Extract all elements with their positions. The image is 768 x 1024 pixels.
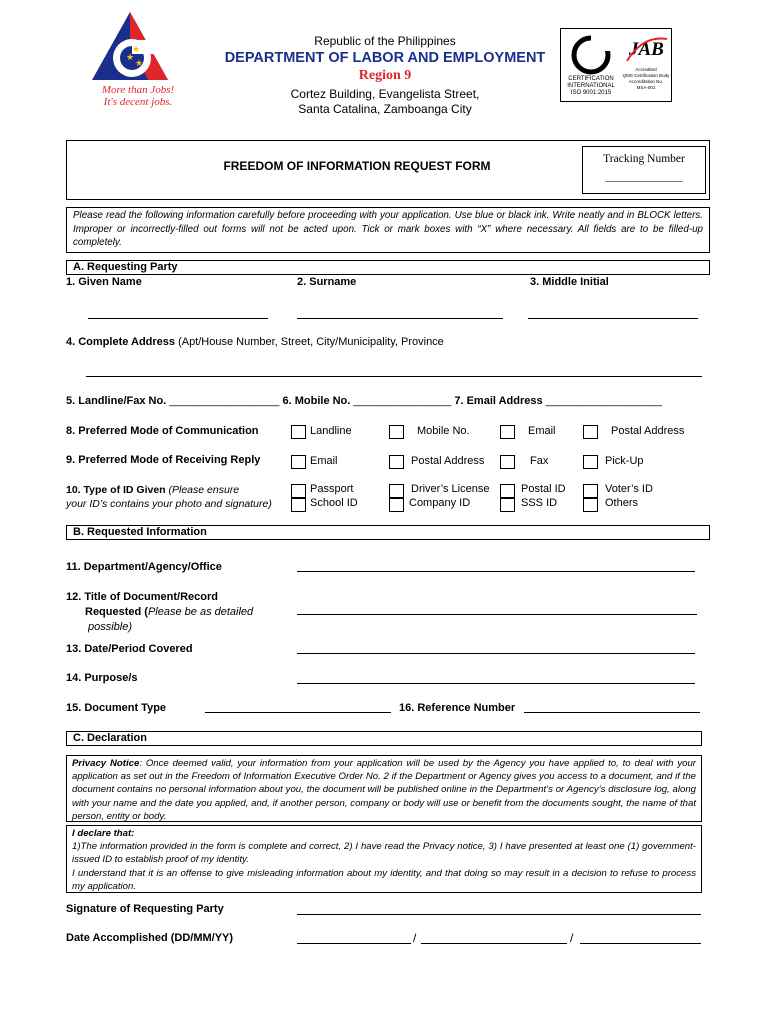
q10-company-id-label: Company ID (409, 497, 471, 509)
certification-ring-icon (565, 33, 617, 81)
q14-label: 14. Purpose/s (66, 672, 138, 684)
q12-label-block (66, 590, 253, 635)
signature-label: Signature of Requesting Party (66, 903, 224, 915)
tagline-line2: It's decent jobs. (103, 96, 173, 108)
certification-badge (560, 28, 672, 102)
tagline-line1: More than Jobs! (101, 84, 175, 96)
ci-line2: INTERNATIONAL (567, 83, 615, 89)
q10-passport-checkbox[interactable] (291, 484, 306, 498)
q10-drivers-license-label: Driver’s License (411, 483, 490, 495)
q10-label-block (66, 483, 272, 511)
address-input[interactable] (86, 376, 702, 377)
q12-label-line2: Requested ( (85, 606, 148, 618)
q16-input[interactable] (524, 712, 700, 713)
surname-label: 2. Surname (297, 276, 357, 288)
q8-mobile-label: Mobile No. (417, 425, 470, 437)
q9-pickup-checkbox[interactable] (583, 455, 598, 469)
q8-mobile-checkbox[interactable] (389, 425, 404, 439)
middle-initial-input[interactable] (528, 318, 698, 319)
jab-logo: JAB (629, 39, 664, 60)
q10-company-id-checkbox[interactable] (389, 498, 404, 512)
address-line2: Santa Catalina, Zamboanga City (298, 102, 472, 116)
q9-fax-checkbox[interactable] (500, 455, 515, 469)
ci-line1: CERTIFICATION (568, 76, 614, 82)
form-title: FREEDOM OF INFORMATION REQUEST FORM (223, 159, 491, 173)
jab-sub2: QMS Certification Body (622, 73, 670, 78)
q12-input[interactable] (297, 614, 697, 615)
q9-label: 9. Preferred Mode of Receiving Reply (66, 454, 261, 466)
q11-label: 11. Department/Agency/Office (66, 561, 222, 573)
signature-input[interactable] (297, 914, 701, 915)
q16-label: 16. Reference Number (399, 702, 516, 714)
declaration-box (66, 825, 702, 893)
q15-label: 15. Document Type (66, 702, 167, 714)
declaration-text2: I understand that it is an offense to give misleading information about my identity, and that doing so may result in a decision to refuse to process my application. (72, 867, 696, 892)
q12-hint2: possible) (88, 621, 133, 633)
q12-label-line1: 12. Title of Document/Record (66, 591, 218, 603)
q10-drivers-license-checkbox[interactable] (389, 484, 404, 498)
q10-postal-id-label: Postal ID (521, 483, 566, 495)
q10-voters-id-label: Voter’s ID (605, 483, 653, 495)
declaration-label: I declare that: (72, 828, 135, 839)
q10-voters-id-checkbox[interactable] (583, 484, 598, 498)
q11-input[interactable] (297, 571, 695, 572)
email-label: 7. Email Address (454, 395, 543, 407)
section-a-header: A. Requesting Party (66, 260, 710, 275)
q10-others-label: Others (605, 497, 639, 509)
date-day-input[interactable] (297, 943, 411, 944)
address-line1: Cortez Building, Evangelista Street, (290, 87, 480, 101)
ci-line3: ISO 9001:2015 (570, 90, 612, 96)
tracking-number-field[interactable]: ______________ (605, 171, 683, 183)
jab-sub3: Accreditation No. (628, 79, 664, 84)
republic-label: Republic of the Philippines (314, 34, 456, 48)
svg-text:★: ★ (135, 58, 144, 68)
region-label: Region 9 (358, 68, 412, 83)
privacy-notice (66, 755, 702, 822)
landline-label: 5. Landline/Fax No. (66, 395, 167, 407)
date-separator-2: / (570, 931, 574, 945)
date-month-input[interactable] (421, 943, 567, 944)
address-hint: (Apt/House Number, Street, City/Municipality, Province (175, 336, 444, 348)
privacy-notice-label: Privacy Notice (72, 758, 140, 769)
section-b-header: B. Requested Information (66, 525, 710, 540)
date-separator-1: / (413, 931, 417, 945)
jab-swoosh-icon (623, 33, 669, 63)
q12-hint1: Please be as detailed (147, 606, 254, 618)
q10-sss-id-label: SSS ID (521, 497, 558, 509)
q9-postal-label: Postal Address (411, 455, 485, 467)
q8-email-label: Email (528, 425, 556, 437)
q10-school-id-checkbox[interactable] (291, 498, 306, 512)
declaration-text1: 1)The information provided in the form is complete and correct, 2) I have read the Privacy notice, 3) I have presented at least one (1) government-issued ID to establish proof of my identity. (72, 841, 696, 866)
contact-row (66, 395, 662, 407)
form-title-box (66, 140, 710, 200)
landline-input[interactable]: __________________ (166, 395, 280, 407)
jab-text (621, 67, 671, 91)
svg-text:★: ★ (126, 52, 135, 62)
q15-input[interactable] (205, 712, 391, 713)
jab-sub4: MSA-001 (636, 85, 656, 90)
given-name-input[interactable] (88, 318, 268, 319)
q9-email-label: Email (310, 455, 338, 467)
given-name-label: 1. Given Name (66, 276, 142, 288)
privacy-notice-text: : Once deemed valid, your information from your application will be used by the Agency you have applied to, to deal with your application as set out in the Freedom of Information Executive Order No. 2 if the Department or Agency gives you access to a document, and if the document contains no personal information about you, the document will be published online in the Department’s or Agency’s disclosure log, along with your name and the date you applied, and, if another person, company or body will use or benefit from the documents sought, the name of that person, entity or body. (72, 758, 696, 822)
q9-pickup-label: Pick-Up (605, 455, 644, 467)
q8-landline-checkbox[interactable] (291, 425, 306, 439)
middle-initial-label: 3. Middle Initial (530, 276, 609, 288)
q8-email-checkbox[interactable] (500, 425, 515, 439)
jab-sub1: Accredited (635, 67, 657, 72)
section-c-header: C. Declaration (66, 731, 702, 746)
q8-landline-label: Landline (310, 425, 352, 437)
tracking-label: Tracking Number (603, 153, 685, 165)
svg-text:★: ★ (132, 44, 141, 54)
email-input[interactable]: ___________________ (542, 395, 662, 407)
date-year-input[interactable] (580, 943, 701, 944)
q10-label: 10. Type of ID Given (66, 484, 166, 496)
q13-input[interactable] (297, 653, 695, 654)
date-label: Date Accomplished (DD/MM/YY) (66, 932, 234, 944)
q10-passport-label: Passport (310, 483, 354, 495)
q13-label: 13. Date/Period Covered (66, 643, 193, 655)
tagline (88, 84, 188, 108)
q10-school-id-label: School ID (310, 497, 358, 509)
q8-postal-checkbox[interactable] (583, 425, 598, 439)
q9-postal-checkbox[interactable] (389, 455, 404, 469)
q14-input[interactable] (297, 683, 695, 684)
q9-email-checkbox[interactable] (291, 455, 306, 469)
surname-input[interactable] (297, 318, 503, 319)
mobile-label: 6. Mobile No. (282, 395, 351, 407)
mobile-input[interactable]: ________________ (350, 395, 452, 407)
q9-fax-label: Fax (530, 455, 549, 467)
instructions: Please read the following information carefully before proceeding with your application. Use blue or black ink. Write neatly and in BLOCK letters. Improper or incorrectly-filled out forms will not be acted upon. Tick or mark boxes with “X” where necessary. All fields are to be filled-up completely. (66, 207, 710, 253)
q10-hint1: (Please ensure (165, 484, 240, 496)
q8-label: 8. Preferred Mode of Communication (66, 425, 259, 437)
tracking-box (582, 146, 706, 194)
q8-postal-label: Postal Address (611, 425, 685, 437)
ci-text (563, 76, 619, 97)
address-label: 4. Complete Address (66, 336, 176, 348)
q10-others-checkbox[interactable] (583, 498, 598, 512)
address-label-row (66, 336, 444, 348)
q10-sss-id-checkbox[interactable] (500, 498, 515, 512)
q10-hint2: your ID’s contains your photo and signature) (66, 498, 272, 510)
q10-postal-id-checkbox[interactable] (500, 484, 515, 498)
department-name: DEPARTMENT OF LABOR AND EMPLOYMENT (224, 50, 546, 66)
